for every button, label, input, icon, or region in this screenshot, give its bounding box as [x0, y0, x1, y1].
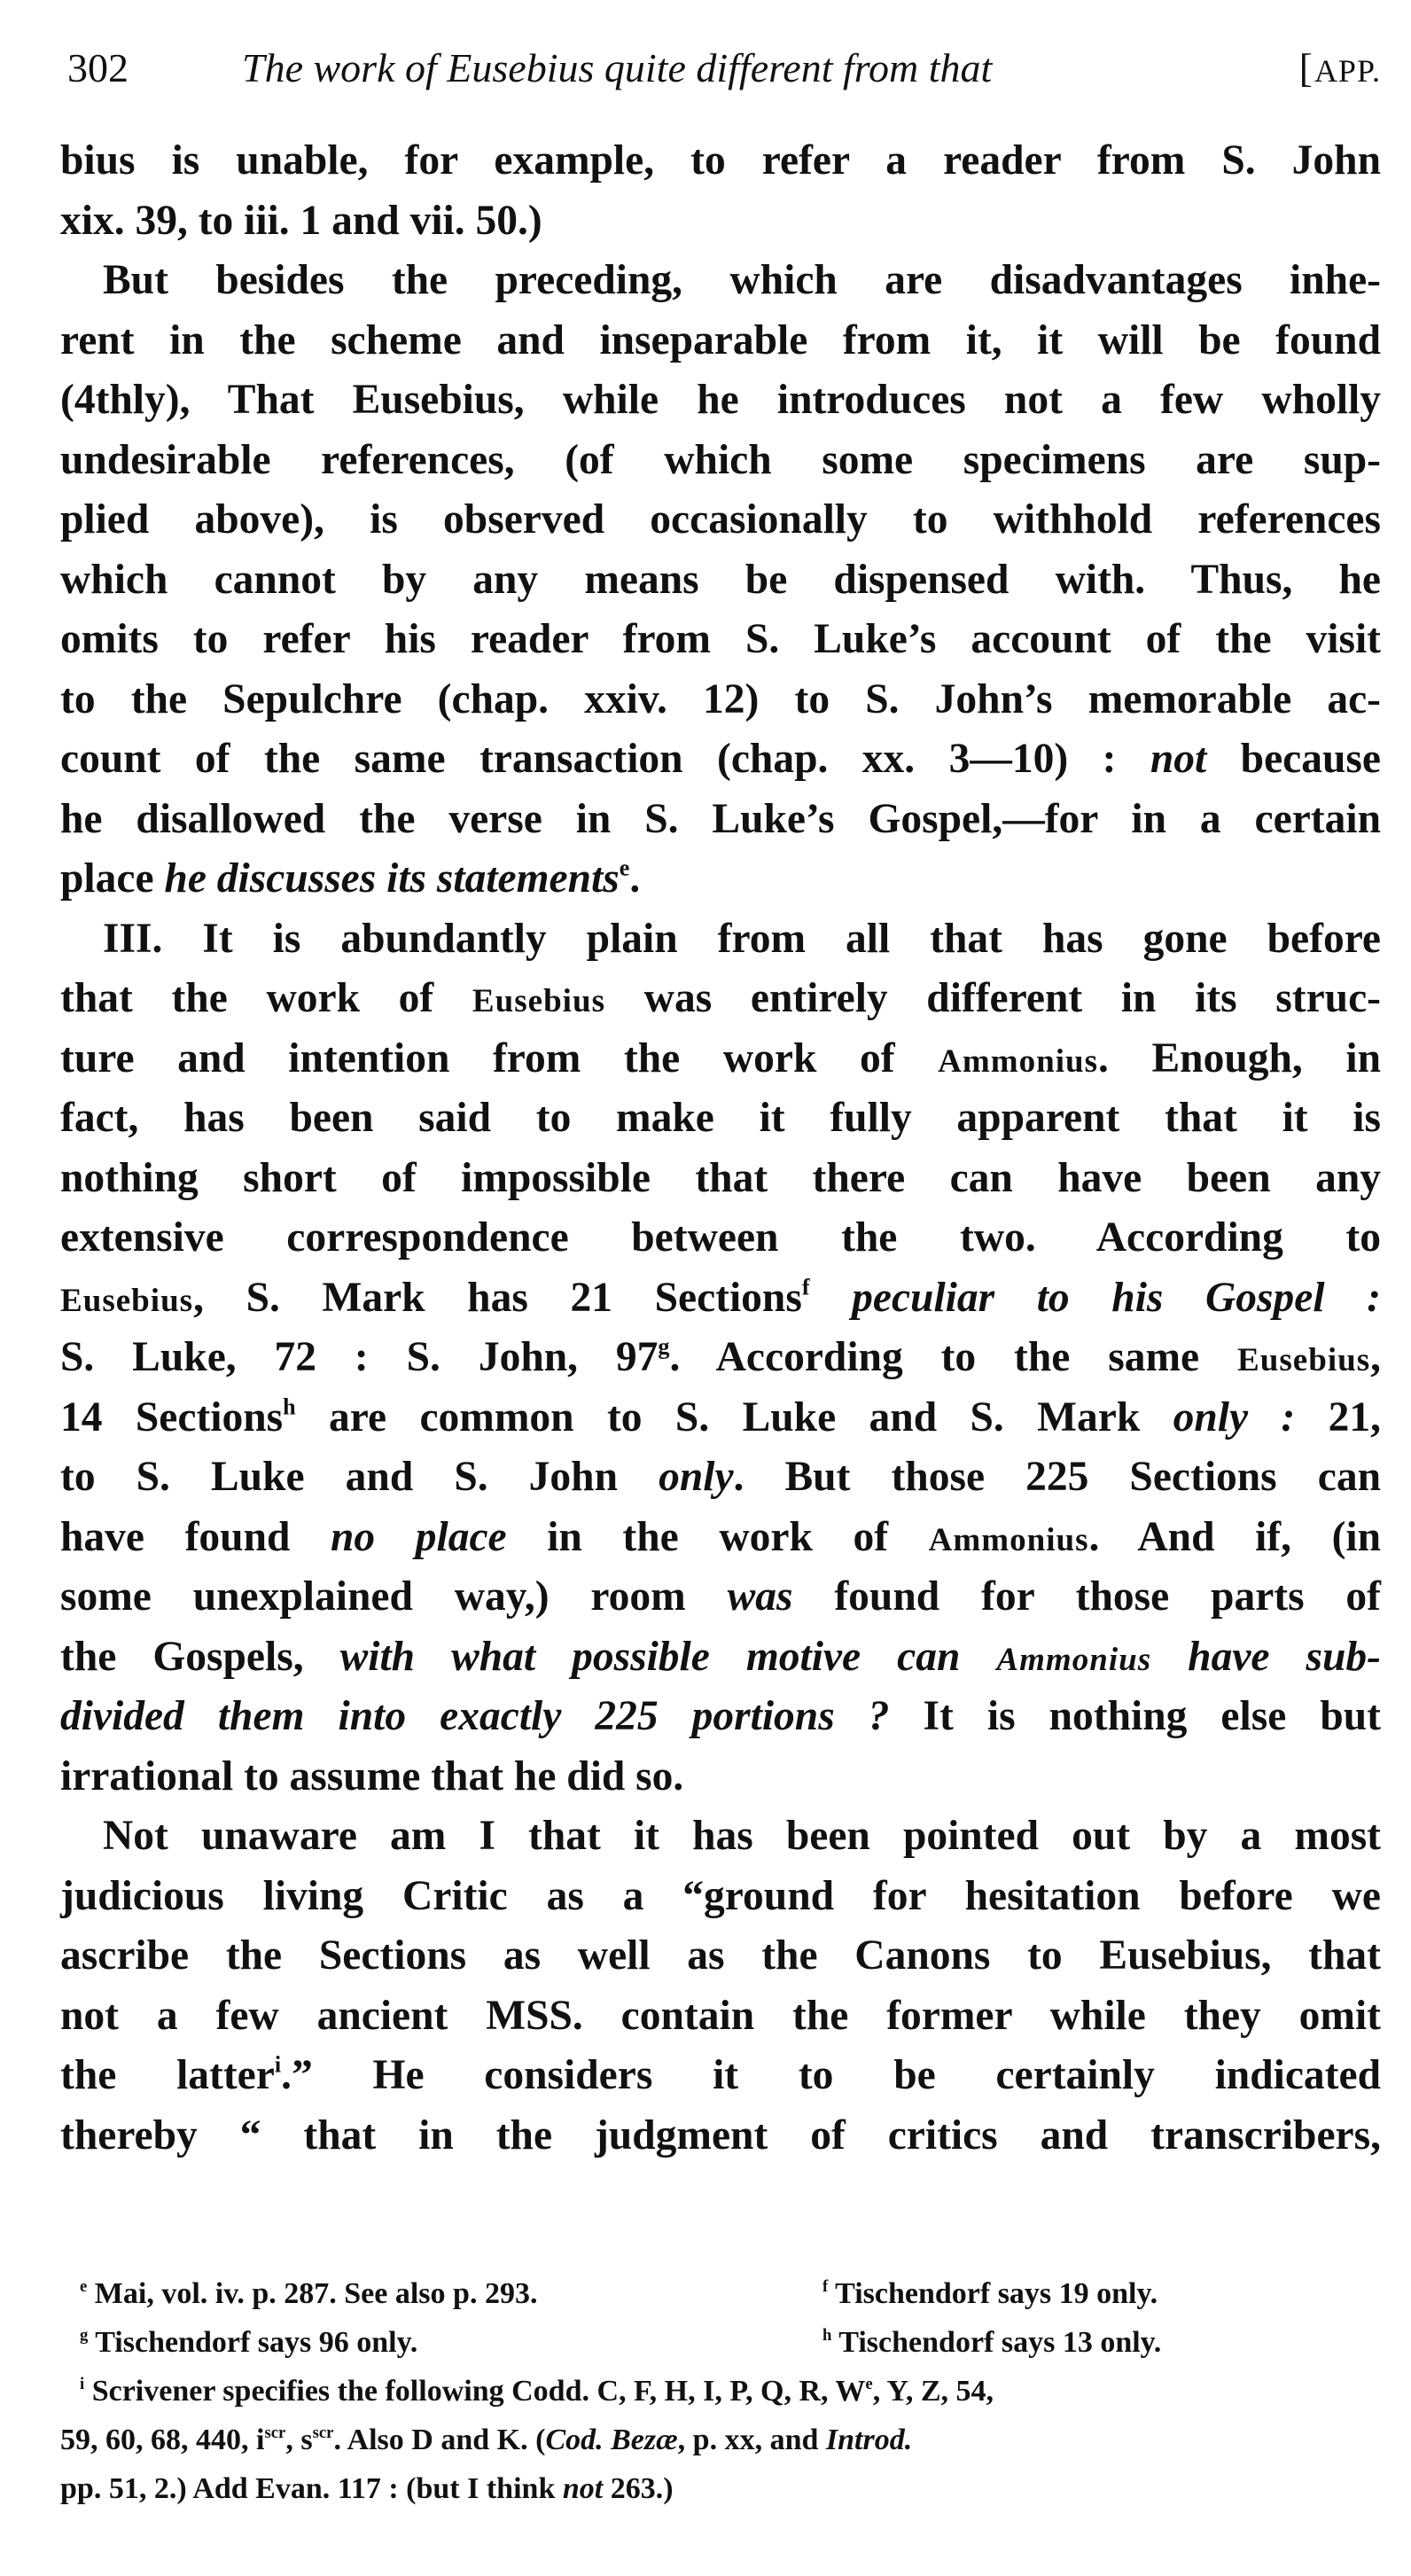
text-line: bius is unable, for example, to refer a reader from S. John: [60, 137, 1381, 183]
text-line: the Gospels, with what possible motive can Ammonius have sub-: [60, 1633, 1381, 1680]
footnote-row: [60, 2269, 1381, 2318]
footnote-i: $^i$ Scrivener specifies the following Codd. C, F, H, I, P, Q, R, $W^e$, Y, Z, 54,: [80, 2374, 994, 2408]
text-line: omits to refer his reader from S. Luke’s account of the visit: [60, 616, 1381, 662]
page-number: 302: [67, 45, 129, 90]
text-line: divided them into exactly 225 portions ? It is nothing else but: [60, 1693, 1381, 1739]
footnote-i-continued: 59, 60, 68, 440, $i^{scr}$, $s^{scr}$. Also D and K. (Cod. Bezæ, p. xx, and Introd.: [60, 2423, 913, 2456]
text-line: thereby “ that in the judgment of critics and transcribers,: [60, 2112, 1381, 2158]
footnote-ref-i: i: [274, 2051, 282, 2078]
text-line: undesirable references, (of which some specimens are sup-: [60, 436, 1381, 483]
paragraph-start: But besides the preceding, which are disadvantages inhe-: [103, 257, 1381, 303]
paragraph-start: Not unaware am I that it has been pointed out by a most: [103, 1813, 1381, 1859]
text-line: nothing short of impossible that there can have been any: [60, 1154, 1381, 1201]
text-line: (4thly), That Eusebius, while he introduces not a few wholly: [60, 377, 1381, 423]
paragraph-start: III. It is abundantly plain from all that has gone before: [103, 915, 1381, 962]
text-line: which cannot by any means be dispensed with. Thus, he: [60, 556, 1381, 603]
footnote-row: [60, 2318, 1381, 2367]
running-header: [60, 37, 1381, 99]
footnote-g: $^g$ Tischendorf says 96 only.: [80, 2325, 418, 2359]
footnote-i-continued: pp. 51, 2.) Add Evan. 117 : (but I think not 263.): [60, 2472, 674, 2505]
text-line: Eusebius, S. Mark has 21 Sections$^f$ peculiar to his Gospel :: [60, 1274, 1381, 1321]
text-line: not a few ancient MSS. contain the former while they omit: [60, 1992, 1381, 2039]
text-line: have found no place in the work of Ammonius. And if, (in: [60, 1513, 1382, 1560]
footnote-e: $^e$ Mai, vol. iv. p. 287. See also p. 293.: [80, 2276, 538, 2310]
text-line: fact, has been said to make it fully apparent that it is: [60, 1095, 1381, 1141]
text-line: count of the same transaction (chap. xx. 3—10) : not because: [60, 736, 1381, 782]
text-line: that the work of Eusebius was entirely different in its struc-: [60, 975, 1381, 1021]
text-line: ture and intention from the work of Ammonius. Enough, in: [60, 1034, 1381, 1081]
text-line: rent in the scheme and inseparable from it, it will be found: [60, 316, 1381, 363]
text-line: plied above), is observed occasionally to withhold references: [60, 496, 1381, 543]
main-text: [60, 131, 1381, 2166]
footnote-ref-e: e: [619, 855, 630, 881]
text-line: ascribe the Sections as well as the Canons to Eusebius, that: [60, 1932, 1381, 1979]
text-line: some unexplained way,) room was found for those parts of: [60, 1573, 1381, 1620]
text-line: irrational to assume that he did so.: [60, 1752, 684, 1799]
text-line: the latter$^i$.” He considers it to be certainly indicated: [60, 2051, 1381, 2098]
footnote-ref-g: g: [658, 1333, 670, 1360]
footnote-f: $^f$ Tischendorf says 19 only.: [822, 2276, 1158, 2310]
footnotes: [60, 2269, 1381, 2513]
text-line: 14 Sections$^h$ are common to S. Luke and S. Mark only : 21,: [60, 1393, 1381, 1440]
text-line: judicious living Critic as a “ground for hesitation before we: [60, 1872, 1381, 1919]
text-line: S. Luke, 72 : S. John, 97$^g$. According to the same Eusebius,: [60, 1333, 1382, 1380]
text-line: to the Sepulchre (chap. xxiv. 12) to S. John’s memorable ac-: [60, 675, 1381, 722]
text-line: place he discusses its statements$^e$.: [60, 855, 641, 902]
footnote-ref-f: f: [801, 1274, 810, 1300]
section-marker: [APP.: [1298, 45, 1381, 90]
text-line: to S. Luke and S. John only. But those 225 Sections can: [60, 1454, 1381, 1500]
running-title: The work of Eusebius quite different from that: [242, 45, 993, 90]
footnote-ref-h: h: [283, 1393, 296, 1420]
text-line: xix. 39, to iii. 1 and vii. 50.): [60, 197, 542, 244]
footnote-h: $^h$ Tischendorf says 13 only.: [822, 2325, 1162, 2359]
text-line: he disallowed the verse in S. Luke’s Gospel,—for in a certain: [60, 795, 1381, 842]
text-line: extensive correspondence between the two. According to: [60, 1214, 1381, 1261]
